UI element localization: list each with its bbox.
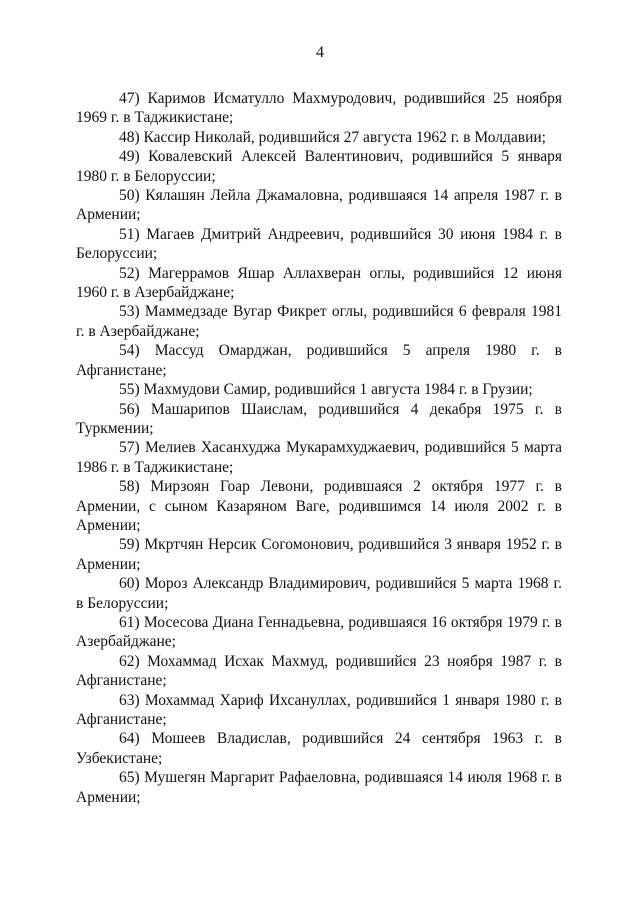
list-item: 60) Мороз Александр Владимирович, родившийся 5 марта 1968 г. в Белоруссии; [76, 575, 562, 612]
list-item: 52) Магеррамов Яшар Аллахверан оглы, родившийся 12 июня 1960 г. в Азербайджане; [76, 264, 562, 302]
list-item: 63) Мохаммад Хариф Ихсануллах, родившийся 1 января 1980 г. в Афганистане; [76, 691, 562, 728]
list-item: 56) Машарипов Шаислам, родившийся 4 декабря 1975 г. в Туркмении; [76, 400, 562, 437]
list-item: 50) Кялашян Лейла Джамаловна, родившаяся 14 апреля 1987 г. в Армении; [76, 187, 562, 224]
list-item: 53) Маммедзаде Вугар Фикрет оглы, родившийся 6 февраля 1981 г. в Азербайджане; [76, 303, 562, 340]
list-item: 62) Мохаммад Исхак Махмуд, родившийся 23 ноября 1987 г. в Афганистане; [76, 652, 562, 690]
list-item: 47) Каримов Исматулло Махмуродович, родившийся 25 ноября 1969 г. в Таджикистане; [76, 90, 562, 127]
list-item: 48) Кассир Николай, родившийся 27 августа 1962 г. в Молдавии; [119, 128, 546, 146]
list-item: 59) Мкртчян Нерсик Согомонович, родившийся 3 января 1952 г. в Армении; [76, 536, 562, 573]
list-item: 65) Мушегян Маргарит Рафаеловна, родившаяся 14 июля 1968 г. в Армении; [76, 769, 562, 806]
page-number: 4 [316, 44, 324, 61]
list-item: 57) Мелиев Хасанхуджа Мукарамхуджаевич, родившийся 5 марта 1986 г. в Таджикистане; [76, 439, 562, 476]
list-item: 49) Ковалевский Алексей Валентинович, родившийся 5 января 1980 г. в Белоруссии; [76, 148, 562, 185]
list-item: 54) Массуд Омарджан, родившийся 5 апреля 1980 г. в Афганистане; [76, 342, 562, 379]
list-item: 55) Махмудови Самир, родившийся 1 августа 1984 г. в Грузии; [119, 381, 533, 399]
list-item: 64) Мошеев Владислав, родившийся 24 сентября 1963 г. в Узбекистане; [76, 730, 562, 767]
list-item: 51) Магаев Дмитрий Андреевич, родившийся 30 июня 1984 г. в Белоруссии; [76, 225, 562, 263]
list-item: 61) Мосесова Диана Геннадьевна, родившаяся 16 октября 1979 г. в Азербайджане; [76, 613, 562, 651]
list-item: 58) Мирзоян Гоар Левони, родившаяся 2 октября 1977 г. в Армении, с сыном Казаряном Ваге, родившимся 14 июля 2002 г. в Армении; [76, 478, 562, 534]
entry-list [76, 89, 562, 807]
